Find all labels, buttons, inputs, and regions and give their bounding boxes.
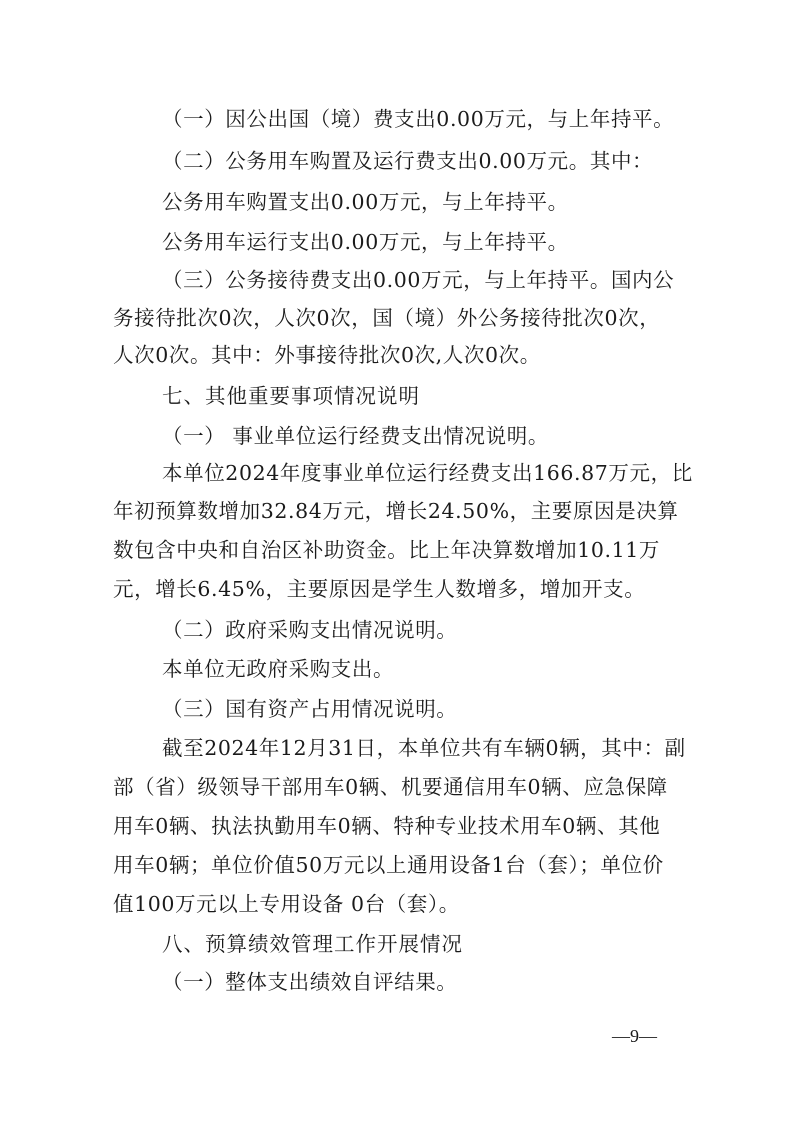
text-line-13: 元，增长6.45%，主要原因是学生人数增多，增加开支。 xyxy=(113,577,646,601)
text-line-5: （三）公务接待费支出0.00万元，与上年持平。国内公 xyxy=(162,268,675,292)
text-line-6: 务接待批次0次，人次0次，国（境）外公务接待批次0次， xyxy=(113,306,661,330)
section-heading-7: 七、其他重要事项情况说明 xyxy=(162,384,420,408)
text-line-11: 年初预算数增加32.84万元，增长24.50%，主要原因是决算 xyxy=(113,499,679,523)
text-line-12: 数包含中央和自治区补助资金。比上年决算数增加10.11万 xyxy=(113,538,660,562)
text-line-7: 人次0次。其中：外事接待批次0次,人次0次。 xyxy=(113,343,541,367)
text-line-14: （二）政府采购支出情况说明。 xyxy=(162,618,458,642)
section-heading-8: 八、预算绩效管理工作开展情况 xyxy=(162,932,463,956)
text-line-3: 公务用车购置支出0.00万元，与上年持平。 xyxy=(162,190,569,214)
text-line-16: （三）国有资产占用情况说明。 xyxy=(162,697,458,721)
text-line-10: 本单位2024年度事业单位运行经费支出166.87万元，比 xyxy=(162,461,693,485)
text-line-20: 用车0辆；单位价值50万元以上通用设备1台（套）；单位价 xyxy=(113,853,664,877)
text-line-1: （一）因公出国（境）费支出0.00万元，与上年持平。 xyxy=(162,107,675,131)
text-line-9: （一） 事业单位运行经费支出情况说明。 xyxy=(162,424,549,448)
text-line-15: 本单位无政府采购支出。 xyxy=(162,657,395,681)
text-line-17: 截至2024年12月31日，本单位共有车辆0辆，其中：副 xyxy=(162,736,686,760)
text-line-2: （二）公务用车购置及运行费支出0.00万元。其中： xyxy=(162,149,654,173)
page-number: —9— xyxy=(612,1026,657,1046)
text-line-23: （一）整体支出绩效自评结果。 xyxy=(162,970,458,994)
text-line-18: 部（省）级领导干部用车0辆、机要通信用车0辆、应急保障 xyxy=(113,775,668,799)
text-line-21: 值100万元以上专用设备 0台（套）。 xyxy=(113,892,460,916)
text-line-4: 公务用车运行支出0.00万元，与上年持平。 xyxy=(162,230,569,254)
text-line-19: 用车0辆、执法执勤用车0辆、特种专业技术用车0辆、其他 xyxy=(113,814,661,838)
